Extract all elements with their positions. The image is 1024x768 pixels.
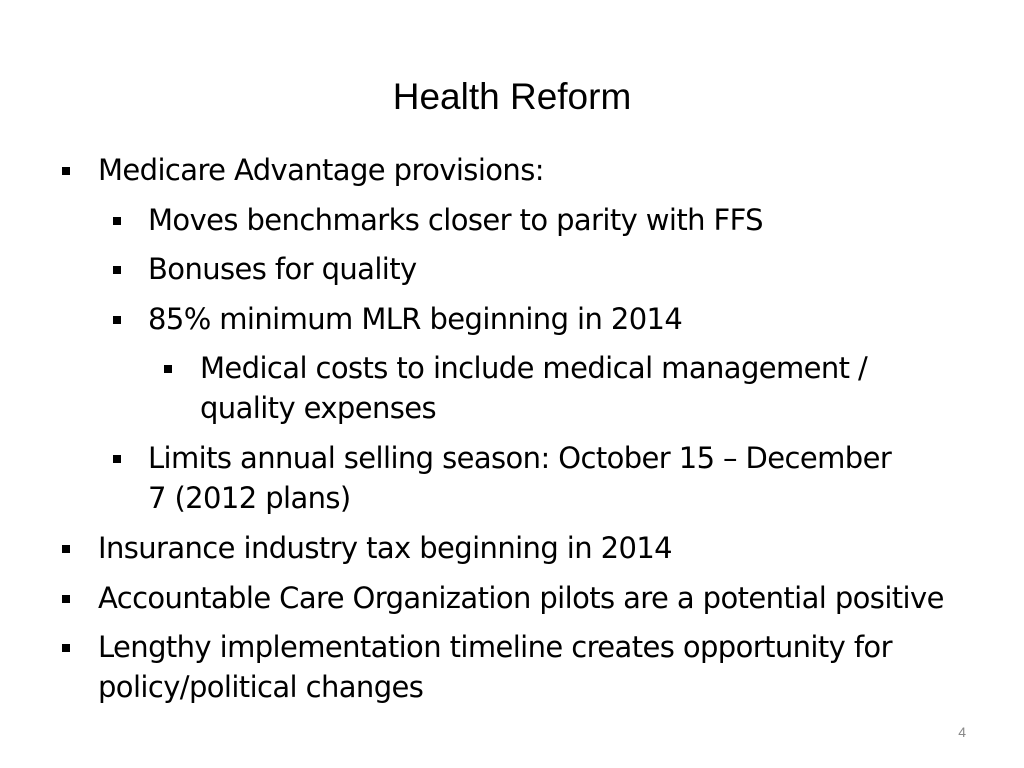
bullet-item [113, 200, 913, 240]
slide-title: Health Reform [392, 76, 632, 117]
bullet-item [62, 578, 962, 618]
square-bullet-icon [62, 167, 70, 175]
square-bullet-icon [113, 316, 121, 324]
square-bullet-icon [164, 365, 172, 373]
square-bullet-icon [113, 266, 121, 274]
bullet-text: Medical costs to include medical management / quality expenses [200, 351, 868, 425]
bullet-text: Medicare Advantage provisions: [98, 153, 544, 187]
bullet-item [113, 299, 913, 339]
bullet-text: Limits annual selling season: October 15 – December 7 (2012 plans) [148, 441, 892, 515]
bullet-item [62, 150, 962, 190]
bullet-text: Bonuses for quality [148, 252, 417, 286]
square-bullet-icon [113, 455, 121, 463]
square-bullet-icon [113, 217, 121, 225]
bullet-text: Lengthy implementation timeline creates opportunity for policy/political changes [98, 630, 892, 704]
bullet-item [62, 528, 962, 568]
page-number: 4 [958, 724, 966, 740]
bullet-text: Moves benchmarks closer to parity with FFS [148, 203, 763, 237]
square-bullet-icon [62, 545, 70, 553]
bullet-text: 85% minimum MLR beginning in 2014 [148, 302, 683, 336]
bullet-item [164, 348, 884, 428]
bullet-item [62, 627, 922, 707]
bullet-item [113, 438, 913, 518]
square-bullet-icon [62, 595, 70, 603]
bullet-text: Insurance industry tax beginning in 2014 [98, 531, 673, 565]
bullet-item [113, 249, 913, 289]
square-bullet-icon [62, 644, 70, 652]
bullet-text: Accountable Care Organization pilots are a potential positive [98, 581, 944, 615]
